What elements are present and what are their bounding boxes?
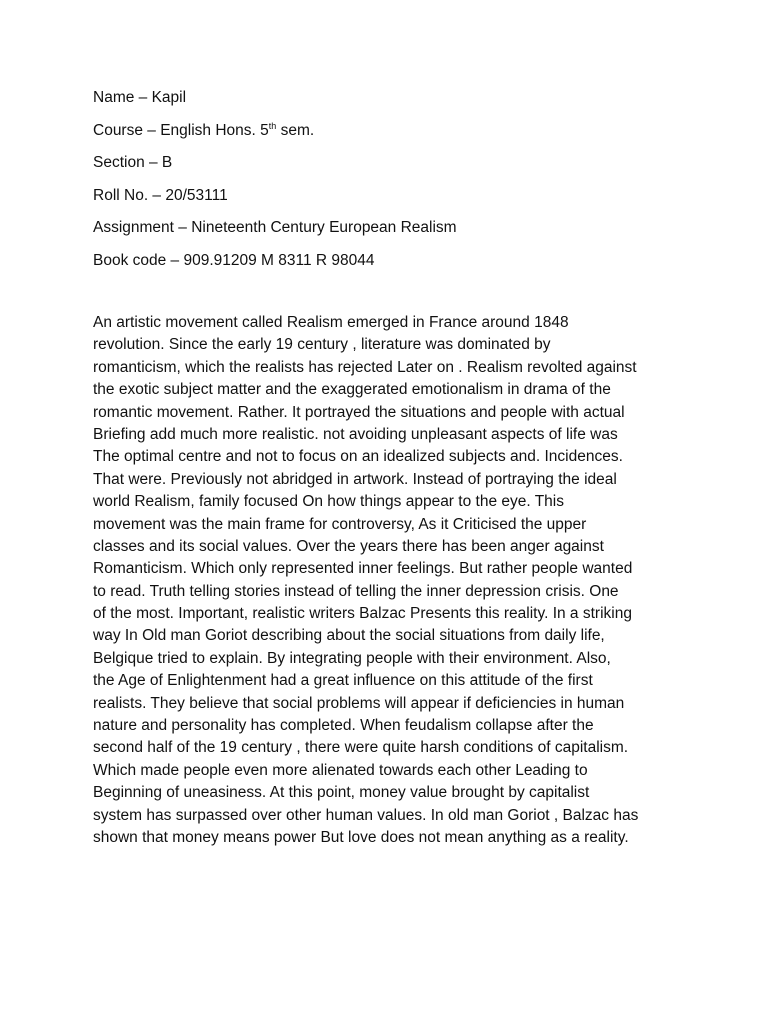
essay-line: system has surpassed over other human values. In old man Goriot , Balzac has bbox=[93, 806, 639, 824]
essay-line: the exotic subject matter and the exaggerated emotionalism in drama of the bbox=[93, 381, 611, 399]
essay-line: An artistic movement called Realism emerged in France around 1848 bbox=[93, 314, 569, 331]
essay-line: Which made people even more alienated towards each other Leading to bbox=[93, 761, 588, 779]
essay-line: Belgique tried to explain. By integrating people with their environment. Also, bbox=[93, 649, 611, 667]
section-line: Section – B bbox=[93, 154, 173, 171]
course-text: Course – English Hons. 5 bbox=[93, 121, 269, 139]
essay-line: movement was the main frame for controversy, As it Criticised the upper bbox=[93, 515, 587, 533]
essay-line: second half of the 19 century , there were quite harsh conditions of capitalism. bbox=[93, 739, 629, 757]
essay-line: realists. They believe that social problems will appear if deficiencies in human bbox=[93, 694, 625, 712]
essay-line: Briefing add much more realistic. not avoiding unpleasant aspects of life was bbox=[93, 425, 618, 443]
roll-number-line: Roll No. – 20/53111 bbox=[93, 186, 228, 204]
course-superscript: th bbox=[268, 120, 277, 131]
essay-line: Beginning of uneasiness. At this point, money value brought by capitalist bbox=[93, 784, 590, 802]
essay-line: shown that money means power But love does not mean anything as a reality. bbox=[93, 828, 629, 846]
essay-line: revolution. Since the early 19 century , literature was dominated by bbox=[93, 336, 551, 354]
essay-line: of the most. Important, realistic writers Balzac Presents this reality. In a striking bbox=[93, 605, 632, 623]
student-name: Name – Kapil bbox=[93, 89, 187, 106]
essay-line: nature and personality has completed. When feudalism collapse after the bbox=[93, 717, 594, 735]
assignment-title-line: Assignment – Nineteenth Century European Realism bbox=[93, 219, 457, 236]
essay-line: classes and its social values. Over the years there has been anger against bbox=[93, 537, 604, 555]
essay-line: world Realism, family focused On how things appear to the eye. This bbox=[93, 493, 564, 511]
essay-line: That were. Previously not abridged in artwork. Instead of portraying the ideal bbox=[93, 470, 617, 488]
essay-line: romantic movement. Rather. It portrayed the situations and people with actual bbox=[93, 403, 625, 421]
course-line bbox=[93, 121, 713, 141]
course-suffix: sem. bbox=[276, 121, 315, 139]
student-info-block bbox=[93, 88, 713, 283]
essay-line: Romanticism. Which only represented inner feelings. But rather people wanted bbox=[93, 560, 633, 578]
book-code-line: Book code – 909.91209 M 8311 R 98044 bbox=[93, 251, 375, 269]
essay-line: The optimal centre and not to focus on an idealized subjects and. Incidences. bbox=[93, 448, 623, 466]
essay-line: way In Old man Goriot describing about the social situations from daily life, bbox=[93, 627, 605, 645]
essay-line: the Age of Enlightenment had a great influence on this attitude of the first bbox=[93, 672, 593, 690]
essay-line: to read. Truth telling stories instead of telling the inner depression crisis. One bbox=[93, 582, 619, 600]
essay-line: romanticism, which the realists has rejected Later on . Realism revolted against bbox=[93, 358, 637, 376]
essay-body bbox=[93, 312, 693, 849]
